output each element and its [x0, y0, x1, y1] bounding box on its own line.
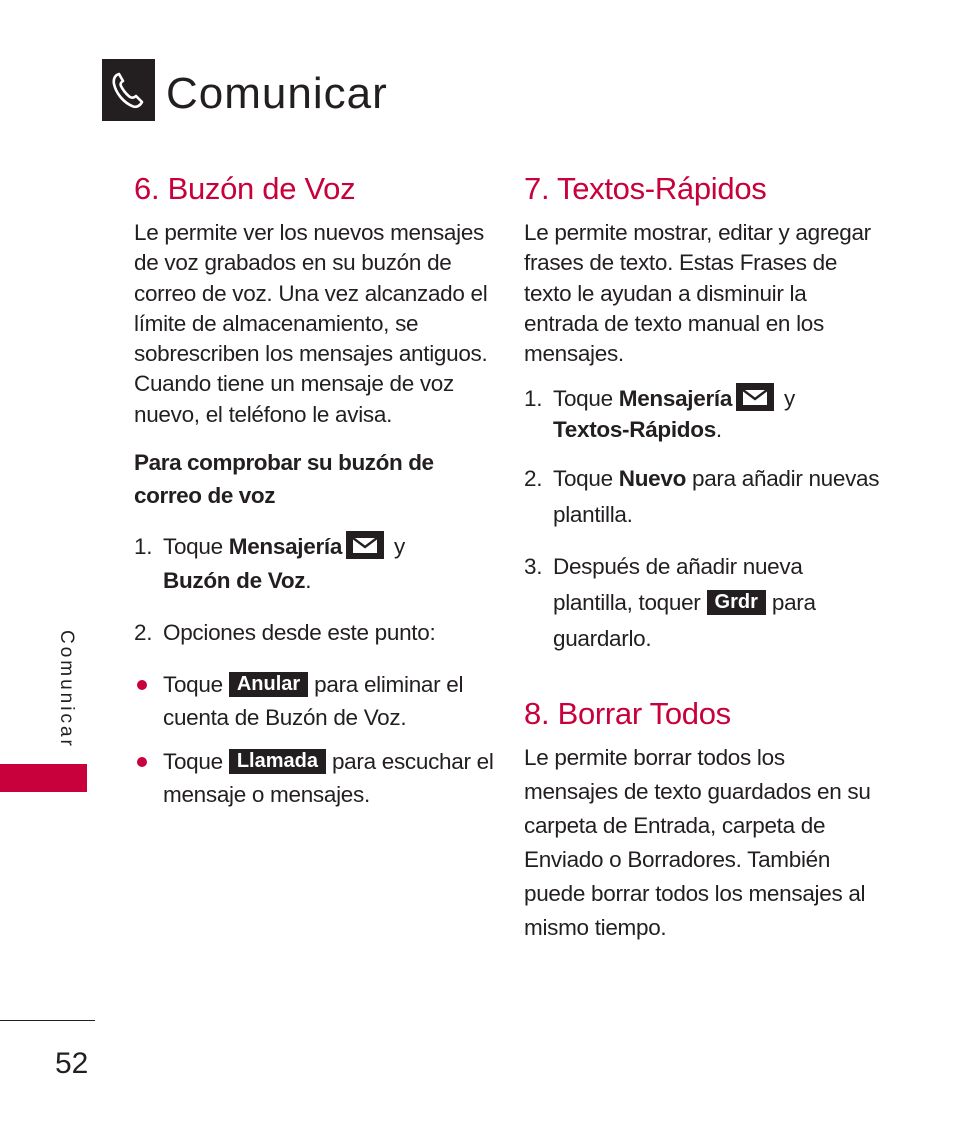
side-tab-label: Comunicar [56, 630, 77, 749]
borrar-text: Le permite borrar todos los mensajes de texto guardados en su carpeta de Entrada, carpeta de Enviado o Borradores. También puede borrar todos los mensajes al mismo tiempo. [524, 745, 871, 941]
textos-step-1 [524, 383, 884, 445]
bullet-text: Toque [163, 749, 223, 775]
step-text: Después de añadir nueva plantilla, toquer [553, 554, 803, 616]
page-title: Comunicar [166, 69, 388, 118]
buzon-intro: Le permite ver los nuevos mensajes de voz grabados en su buzón de correo de voz. Una vez alcanzado el límite de almacenamiento, se sobrescriben los mensajes antiguos. Cuando tiene un mensaje de voz nuevo, el teléfono le avisa. [134, 220, 488, 427]
step-number: 1. [524, 386, 543, 412]
section-textos-rapidos [524, 170, 884, 945]
step-text: Opciones desde este punto: [163, 620, 436, 646]
llamada-softkey[interactable]: Llamada [229, 749, 326, 774]
step-text: para guardarlo. [553, 590, 816, 652]
anular-softkey[interactable]: Anular [229, 672, 308, 697]
step-text: Toque [163, 534, 223, 560]
textos-step-3 [524, 549, 884, 657]
envelope-icon [736, 383, 774, 411]
section-title-textos: 7. Textos-Rápidos [524, 171, 767, 206]
step-text: Toque [553, 466, 613, 492]
step-number: 3. [524, 554, 543, 580]
section-title-borrar: 8. Borrar Todos [524, 696, 731, 732]
menu-label-nuevo: Nuevo [618, 466, 687, 492]
step-number: 1. [134, 534, 153, 560]
bullet-text: para escuchar el mensaje o mensajes. [163, 749, 494, 808]
bullet-dot [137, 757, 147, 767]
step-number: 2. [524, 466, 543, 492]
buzon-bullet-llamada [134, 745, 494, 811]
step-number: 2. [134, 620, 153, 646]
buzon-step-2 [134, 616, 494, 650]
step-text: y [784, 386, 795, 412]
section-buzon-de-voz [134, 170, 494, 811]
buzon-subhead: Para comprobar su buzón de correo de voz [134, 450, 434, 509]
step-text: Toque [553, 386, 613, 412]
phone-handset-icon [102, 59, 155, 121]
bullet-text: para eliminar el cuenta de Buzón de Voz. [163, 672, 464, 731]
bullet-dot [137, 680, 147, 690]
section-title-buzon: 6. Buzón de Voz [134, 171, 356, 206]
menu-label-mensajeria: Mensajería [618, 386, 733, 412]
bullet-text: Toque [163, 672, 223, 698]
buzon-bullet-anular [134, 668, 494, 734]
textos-step-2 [524, 461, 884, 533]
footer-rule [0, 1020, 95, 1021]
menu-label-textos: Textos-Rápidos [553, 417, 716, 443]
step-text: . [715, 417, 722, 443]
page-number: 52 [55, 1047, 89, 1080]
menu-label-mensajeria: Mensajería [228, 534, 343, 560]
side-tab-marker [0, 764, 87, 792]
grdr-softkey[interactable]: Grdr [707, 590, 766, 615]
step-text: . [305, 568, 312, 594]
textos-intro: Le permite mostrar, editar y agregar frases de texto. Estas Frases de texto le ayudan a disminuir la entrada de texto manual en los mensajes. [524, 220, 871, 367]
buzon-step-1 [134, 530, 494, 598]
step-text: para añadir nuevas plantilla. [553, 466, 880, 528]
step-text: y [394, 534, 405, 560]
menu-label-buzon: Buzón de Voz [163, 568, 306, 594]
envelope-icon [346, 531, 384, 559]
